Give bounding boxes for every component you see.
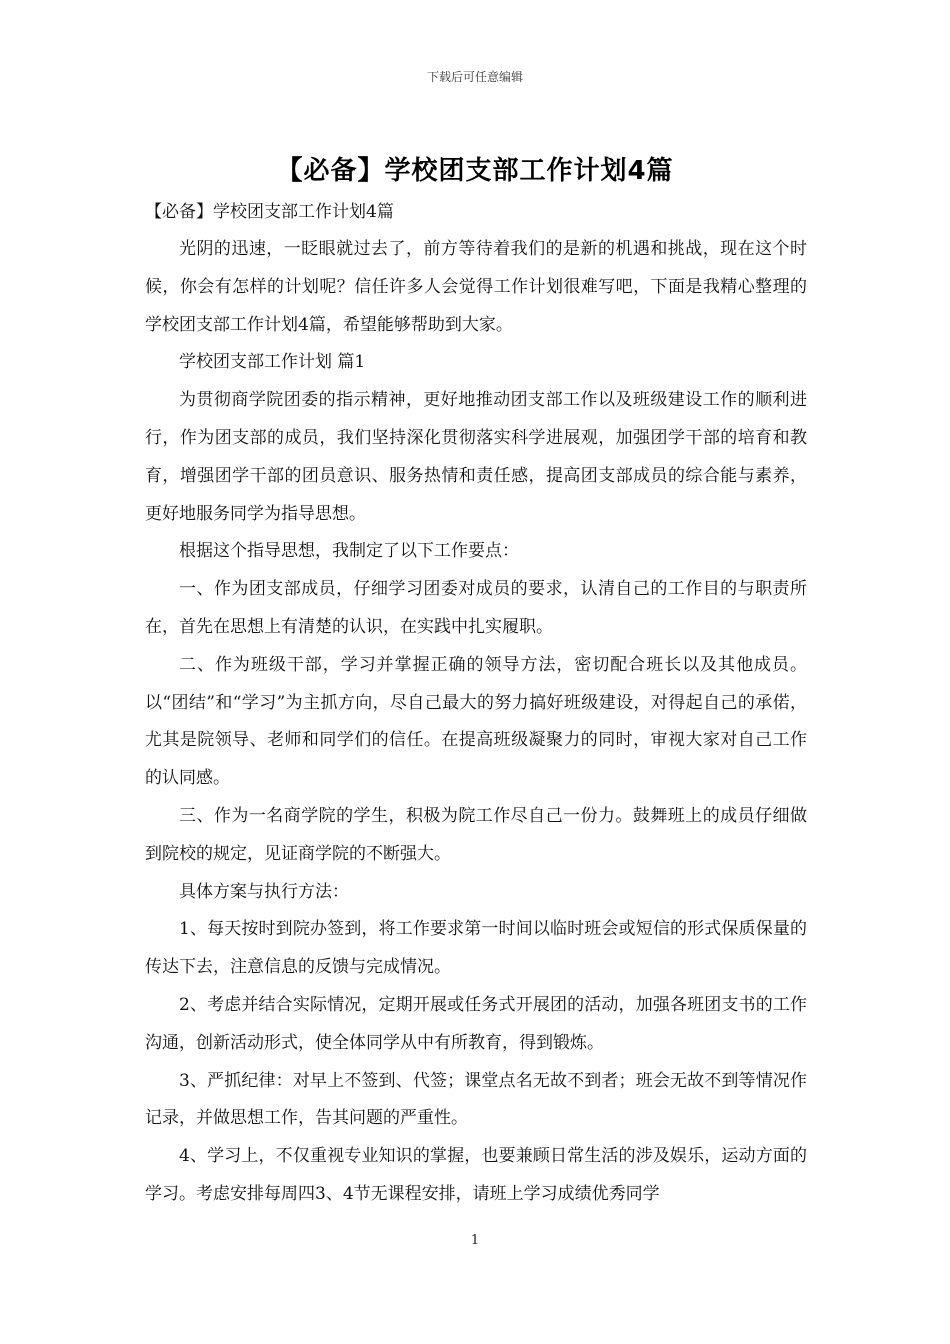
body-paragraph: 根据这个指导思想，我制定了以下工作要点： <box>179 541 519 562</box>
list-item: 4、学习上，不仅重视专业知识的掌握，也要兼顾日常生活的涉及娱乐，运动方面的学习。考虑安排每周四3、4节无课程安排，请班上学习成绩优秀同学 <box>145 1146 807 1204</box>
body-paragraph: 一、作为团支部成员，仔细学习团委对成员的要求，认清自己的工作目的与职责所在，首先在思想上有清楚的认识，在实践中扎实履职。 <box>145 579 807 637</box>
document-title: 【必备】学校团支部工作计划4篇 <box>276 156 674 186</box>
list-item: 3、严抓纪律：对早上不签到、代签；课堂点名无故不到者；班会无故不到等情况作记录，并做思想工作，告其问题的严重性。 <box>145 1070 807 1129</box>
header-note: 下载后可任意编辑 <box>426 70 523 84</box>
section-heading: 学校团支部工作计划 篇1 <box>179 352 366 373</box>
body-paragraph: 为贯彻商学院团委的指示精神，更好地推动团支部工作以及班级建设工作的顺利进行，作为团支部的成员，我们坚持深化贯彻落实科学进展观，加强团学干部的培育和教育，增强团学干部的团员意识、服务热情和责任感，提高团支部成员的综合能与素养，更好地服务同学为指导思想。 <box>145 390 807 524</box>
body-paragraph: 三、作为一名商学院的学生，积极为院工作尽自己一份力。鼓舞班上的成员仔细做到院校的规定，见证商学院的不断强大。 <box>145 805 807 864</box>
intro-paragraph: 光阴的迅速，一眨眼就过去了，前方等待着我们的是新的机遇和挑战，现在这个时候，你会有怎样的计划呢？信任许多人会觉得工作计划很难写吧，下面是我精心整理的学校团支部工作计划4篇，希望能够帮助到大家。 <box>145 239 807 335</box>
body-paragraph: 具体方案与执行方法： <box>179 881 349 902</box>
page-number: 1 <box>470 1233 480 1248</box>
body-paragraph: 二、作为班级干部，学习并掌握正确的领导方法，密切配合班长以及其他成员。以“团结”和“学习”为主抓方向，尽自己最大的努力搞好班级建设，对得起自己的承偌，尤其是院领导、老师和同学们的信任。在提高班级凝聚力的同时，审视大家对自己工作的认同感。 <box>145 654 807 789</box>
subtitle-paragraph: 【必备】学校团支部工作计划4篇 <box>145 202 394 222</box>
document-body <box>145 197 807 1214</box>
list-item: 1、每天按时到院办签到，将工作要求第一时间以临时班会或短信的形式保质保量的传达下去，注意信息的反馈与完成情况。 <box>145 919 807 978</box>
list-item: 2、考虑并结合实际情况，定期开展或任务式开展团的活动，加强各班团支书的工作沟通，创新活动形式，使全体同学从中有所教育，得到锻炼。 <box>145 994 807 1053</box>
